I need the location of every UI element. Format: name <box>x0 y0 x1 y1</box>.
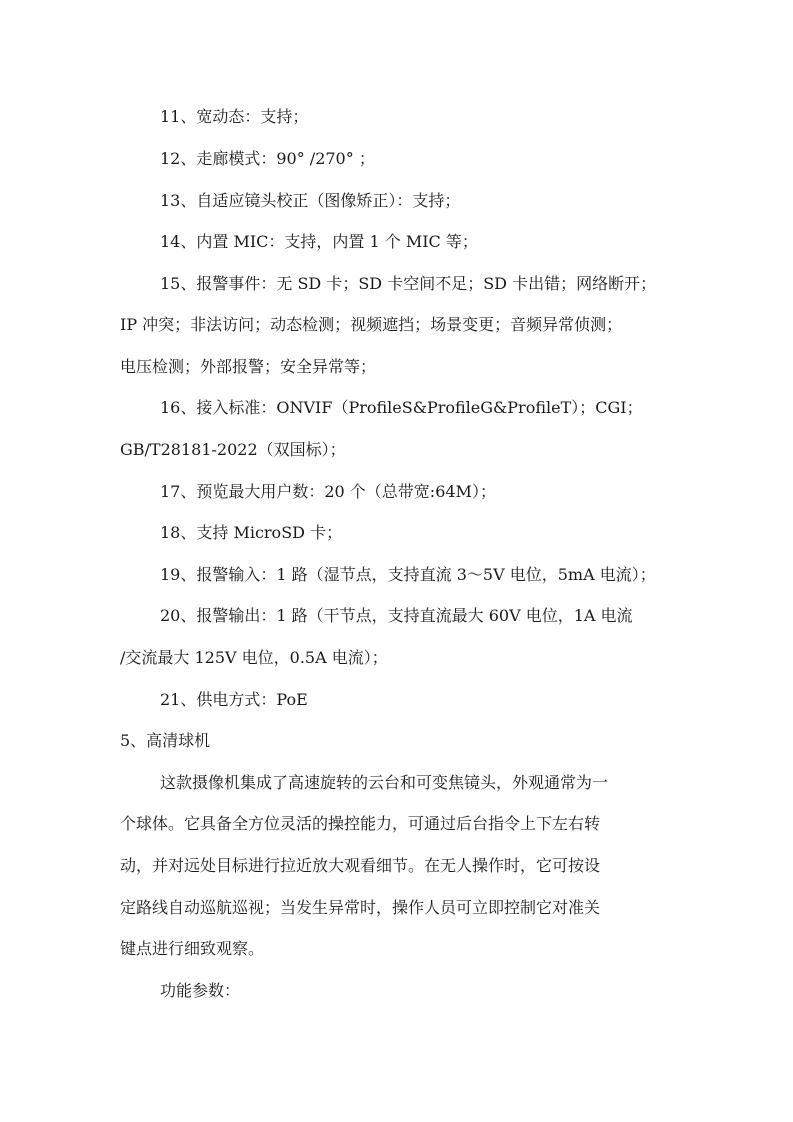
body-paragraph-line-3: 动，并对远处目标进行拉近放大观看细节。在无人操作时，它可按设 <box>120 856 601 875</box>
body-paragraph-line-4: 定路线自动巡航巡视；当发生异常时，操作人员可立即控制它对准关 <box>120 898 601 917</box>
spec-item-19: 19、报警输入：1 路（湿节点，支持直流 3～5V 电位，5mA 电流）； <box>160 565 656 584</box>
spec-item-14: 14、内置 MIC：支持，内置 1 个 MIC 等； <box>160 232 478 251</box>
spec-item-12: 12、走廊模式：90° /270° ； <box>160 149 375 168</box>
spec-item-20-line-2: /交流最大 125V 电位，0.5A 电流）； <box>120 648 388 667</box>
spec-item-16-line-1: 16、接入标准：ONVIF（ProfileS&ProfileG&ProfileT）；CGI； <box>160 398 643 417</box>
spec-item-13: 13、自适应镜头校正（图像矫正）：支持； <box>160 191 461 210</box>
body-paragraph-line-5: 键点进行细致观察。 <box>120 939 265 958</box>
spec-item-15-line-2: IP 冲突；非法访问；动态检测；视频遮挡；场景变更；音频异常侦测； <box>120 315 623 334</box>
spec-item-17: 17、预览最大用户数：20 个（总带宽:64M）； <box>160 482 496 501</box>
spec-item-15-line-1: 15、报警事件：无 SD 卡；SD 卡空间不足；SD 卡出错；网络断开； <box>160 274 657 293</box>
body-paragraph-line-2: 个球体。它具备全方位灵活的操控能力，可通过后台指令上下左右转 <box>120 814 601 833</box>
body-paragraph-line-1: 这款摄像机集成了高速旋转的云台和可变焦镜头，外观通常为一 <box>160 773 609 792</box>
spec-item-21: 21、供电方式：PoE <box>160 690 308 709</box>
spec-item-20-line-1: 20、报警输出：1 路（干节点，支持直流最大 60V 电位，1A 电流 <box>160 606 633 625</box>
function-params-label: 功能参数： <box>160 981 241 1000</box>
section-heading: 5、高清球机 <box>120 731 211 750</box>
spec-item-16-line-2: GB/T28181-2022（双国标）； <box>120 440 346 459</box>
spec-item-11: 11、宽动态：支持； <box>160 107 309 126</box>
spec-item-18: 18、支持 MicroSD 卡； <box>160 523 343 542</box>
spec-item-15-line-3: 电压检测；外部报警；安全异常等； <box>120 357 377 376</box>
